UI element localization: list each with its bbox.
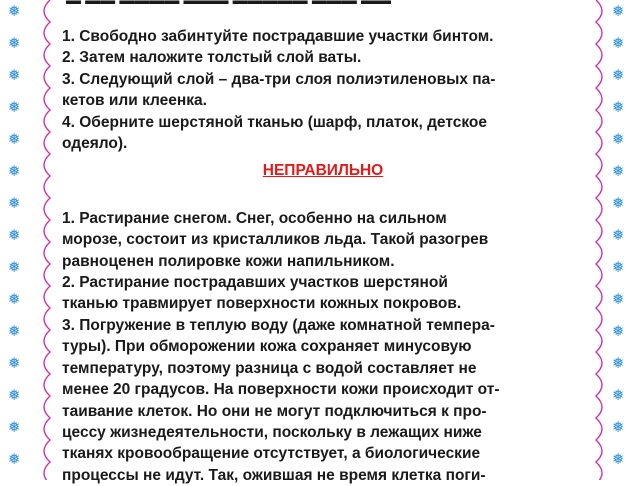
left-wavy-border <box>38 0 62 480</box>
correct-step-3: 3. Следующий слой – два-три слоя полиэтиленовых па- кетов или клеенка. <box>62 70 496 110</box>
snowflake-icon: ❅ <box>8 290 21 308</box>
wrong-step-3: 3. Погружение в теплую воду (даже комнатной темпера- туры). При обморожении кожа сохраняет минусовую температуру, поэтому разница с водой составляет не менее 20 градусов. На поверхности кожи происходит от- таивание клеток. Но они не могут подключиться к про- цессу жизнедеятельности, поскольку в лежащих ниже тканях кровообращение отсутствует, а биологические процессы не идут. Так, ожившая не время клетка поги- <box>62 316 500 484</box>
snowflake-icon: ❅ <box>612 2 625 20</box>
snowflake-icon: ❅ <box>612 194 625 212</box>
snowflake-icon: ❅ <box>612 290 625 308</box>
snowflake-icon: ❅ <box>8 194 21 212</box>
snowflake-icon: ❅ <box>8 418 21 436</box>
snowflake-icon: ❅ <box>612 450 625 468</box>
snowflake-icon: ❅ <box>612 322 625 340</box>
snowflake-icon: ❅ <box>8 226 21 244</box>
snowflake-icon: ❅ <box>8 2 21 20</box>
snowflake-icon: ❅ <box>8 98 21 116</box>
snowflake-icon: ❅ <box>8 322 21 340</box>
snowflake-icon: ❅ <box>8 162 21 180</box>
snowflake-icon: ❅ <box>612 226 625 244</box>
correct-step-2: 2. Затем наложите толстый слой ваты. <box>62 49 362 67</box>
snowflake-icon: ❅ <box>612 98 625 116</box>
snowflake-icon: ❅ <box>8 130 21 148</box>
snowflake-icon: ❅ <box>612 66 625 84</box>
snowflake-icon: ❅ <box>612 418 625 436</box>
snowflake-icon: ❅ <box>612 386 625 404</box>
correct-step-4: 4. Оберните шерстяной тканью (шарф, платок, детское одеяло). <box>62 113 487 153</box>
correct-step-1: 1. Свободно забинтуйте пострадавшие участки бинтом. <box>62 28 494 45</box>
snowflake-icon: ❅ <box>612 34 625 52</box>
snowflake-icon: ❅ <box>8 66 21 84</box>
wrong-step-2: 2. Растирание пострадавших участков шерстяной тканью травмирует поверхности кожных покровов. <box>62 274 462 313</box>
right-wavy-border <box>584 0 608 480</box>
snowflake-icon: ❅ <box>8 258 21 276</box>
snowflake-icon: ❅ <box>612 258 625 276</box>
snowflake-icon: ❅ <box>8 34 21 52</box>
snowflake-icon: ❅ <box>612 130 625 148</box>
warning-heading: НЕПРАВИЛЬНО <box>262 162 384 180</box>
instruction-text <box>62 26 584 486</box>
snowflake-icon: ❅ <box>612 162 625 180</box>
cut-off-top-line <box>66 0 456 4</box>
snowflake-icon: ❅ <box>8 450 21 468</box>
wrong-step-1: 1. Растирание снегом. Снег, особенно на сильном морозе, состоит из кристалликов льда. Такой разогрев равноценен полировке кожи напильником. <box>62 209 489 270</box>
snowflake-icon: ❅ <box>8 354 21 372</box>
snowflake-icon: ❅ <box>8 386 21 404</box>
snowflake-icon: ❅ <box>612 354 625 372</box>
